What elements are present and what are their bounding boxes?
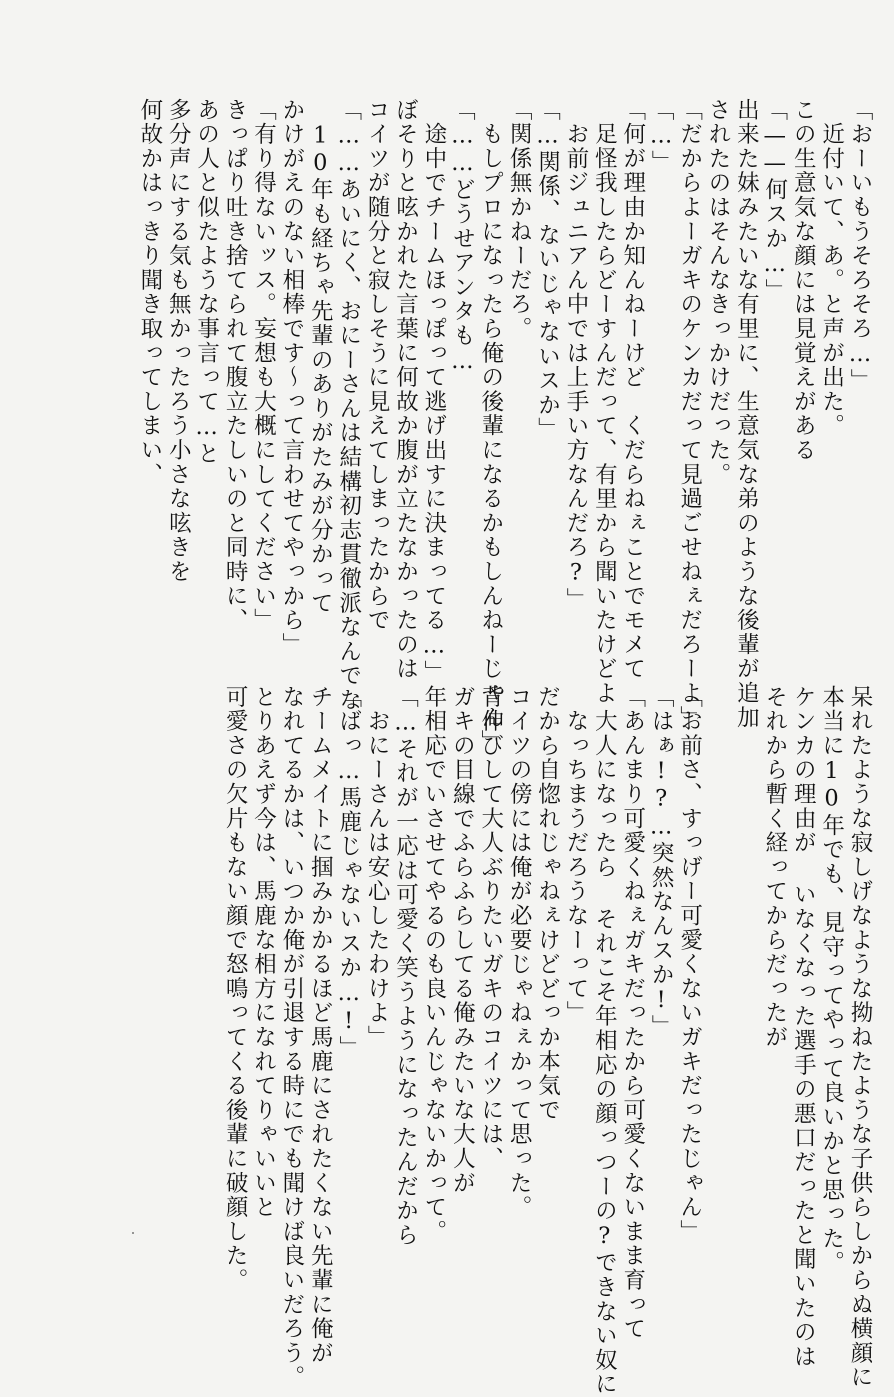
scan-speck [132, 1232, 134, 1234]
text-line: 「…関係、ないじゃないスか」 [534, 98, 561, 442]
text-line: 10年も経ちゃ先輩のありがたみが分かって [307, 98, 334, 616]
text-line: この生意気な顔には見覚えがある [790, 98, 817, 463]
text-line: コイツが随分と寂しそうに見えてしまったからで [364, 98, 391, 633]
text-line: 多分声にする気も無かったろう小さな呟きを [165, 98, 192, 584]
text-line: 「あんまり可愛くねぇガキだったから可愛くないまま育って [619, 685, 646, 1342]
text-line: だから自惚れじゃねぇけどどっか本気で [534, 685, 561, 1123]
lower-text-block [174, 685, 874, 1397]
text-line: 出来た妹みたいな有里に、生意気な弟のような後輩が追加 [733, 98, 760, 730]
text-line: 「関係無かねーだろ。 [506, 98, 533, 341]
text-line: 足怪我したらどーすんだって、有里から聞いたけどよ [591, 98, 618, 706]
text-line: 年相応でいさせてやるのも良いんじゃないかって。 [420, 685, 447, 1244]
text-line: 「だからよーガキのケンカだって見過ごせねぇだろーよ」 [676, 98, 703, 730]
text-line: もしプロになったら俺の後輩になるかもしんねーじゃん」 [477, 98, 504, 755]
text-line: 可愛さの欠片もない顔で怒鳴ってくる後輩に破顔した。 [222, 685, 249, 1293]
text-line: あの人と似たような事言って…と [193, 98, 220, 466]
text-line: それから暫く経ってからだったが [761, 685, 788, 1050]
text-line: 呆れたような寂しげなような拗ねたような子供らしからぬ横顔に [847, 685, 873, 1390]
text-line: 「……あいにく、おにーさんは結構初志貫徹派なんでな [335, 98, 362, 713]
text-line: 「——何スか…」 [761, 98, 788, 303]
text-line: 背伸びして大人ぶりたいガキのコイツには、 [477, 685, 504, 1171]
text-line: 「有り得ないッス。妄想も大概にしてください」 [250, 98, 277, 633]
text-line: お前ジュニアん中では上手い方なんだろ?」 [562, 98, 589, 612]
text-line: 「…」 [648, 98, 675, 175]
text-line: ぼそりと呟かれた言葉に何故か腹が立たなかったのは [392, 98, 419, 682]
text-line: 本当に10年でも、見守ってやって良いかと思った。 [818, 685, 845, 1276]
text-line: 途中でチームほっぽって逃げ出すに決まってる…」 [420, 98, 447, 685]
text-line: 近付いて、あ。と声が出た。 [818, 98, 845, 439]
text-line: ケンカの理由が いなくなった選手の悪口だったと聞いたのは [790, 685, 817, 1369]
upper-text-block [84, 98, 874, 755]
text-line: されたのはそんなきっかけだった。 [704, 98, 731, 487]
text-line: チームメイトに掴みかかるほど馬鹿にされたくない先輩に俺が [307, 685, 334, 1366]
text-line: なっちまうだろうなーって」 [562, 685, 589, 1026]
text-line: ガキの目線でふらふらしてる俺みたいな大人が [449, 685, 476, 1196]
text-line: 「ばっ…馬鹿じゃないスか…!」 [335, 685, 362, 1060]
text-line: おにーさんは安心したわけよ」 [364, 685, 391, 1050]
text-line: 「何が理由か知んねーけど くだらねぇことでモメて [619, 98, 646, 682]
text-line: きっぱり吐き捨てられて腹立たしいのと同時に、 [222, 98, 249, 633]
text-line-blank [732, 685, 760, 1285]
text-line: 何故かはっきり聞き取ってしまい、 [136, 98, 163, 487]
text-line: 「……どうせアンタも… [449, 98, 476, 376]
text-line: かけがえのない相棒です～って言わせてやっから」 [278, 98, 305, 657]
text-line: 大人になったら それこそ年相応の顔っつーの?できない奴に [591, 685, 618, 1397]
text-line: なれてるかは、いつか俺が引退する時にでも聞けば良いだろう。 [278, 685, 305, 1390]
text-line: 「はぁ!?…突然なんスか!」 [648, 685, 675, 1040]
text-line-blank [704, 685, 732, 1285]
text-line: 「お前さ、すっげー可愛くないガキだったじゃん」 [676, 685, 703, 1244]
text-line: コイツの傍には俺が必要じゃねぇかって思った。 [506, 685, 533, 1220]
text-line: 「おーいもうそろそろ…」 [847, 98, 873, 394]
text-line: とりあえず今は、馬鹿な相方になれてりゃいいと [250, 685, 277, 1220]
text-line: 「…それが一応は可愛く笑うようになったんだから [392, 685, 419, 1248]
